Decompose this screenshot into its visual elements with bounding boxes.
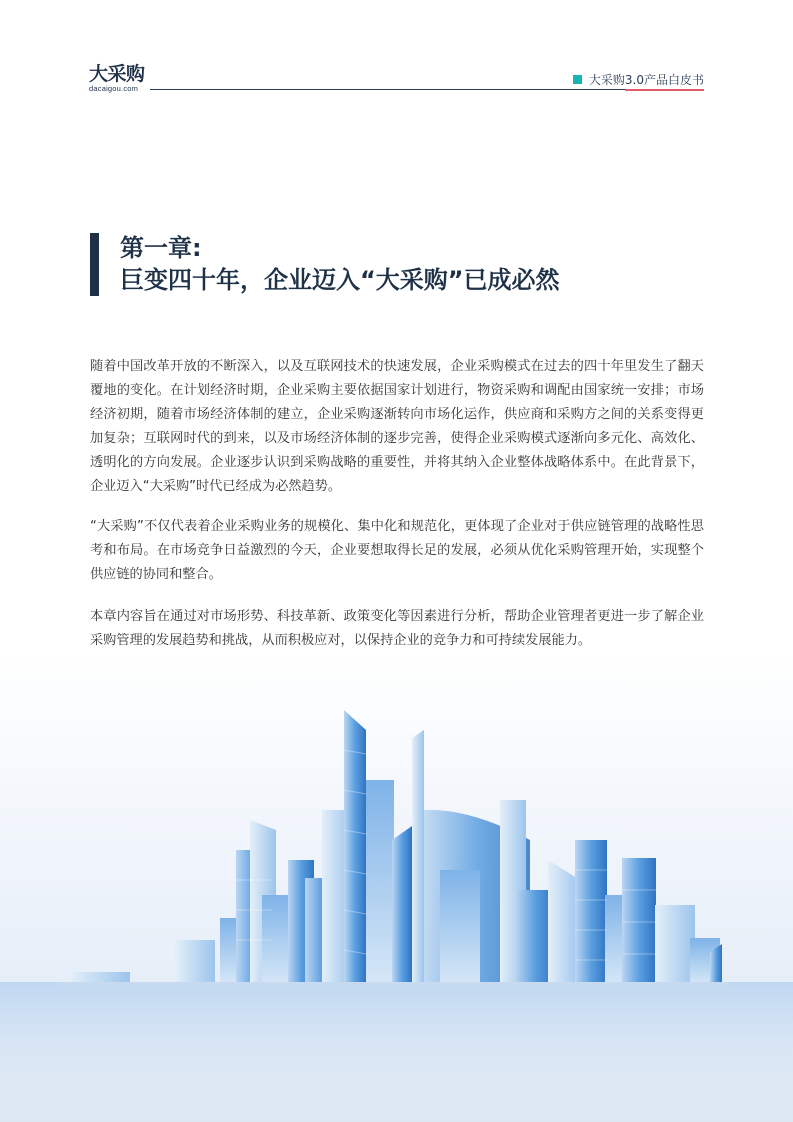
- document-title: 大采购3.0产品白皮书: [588, 73, 704, 87]
- square-bullet-icon: [573, 75, 582, 84]
- city-skyline-illustration: [0, 690, 793, 1122]
- building: [366, 780, 394, 984]
- paragraph-3: 本章内容旨在通过对市场形势、科技革新、政策变化等因素进行分析，帮助企业管理者更进一步了解企业采购管理的发展趋势和挑战，从而积极应对，以保持企业的竞争力和可持续发展能力。: [90, 609, 704, 648]
- header-accent-line: [625, 89, 704, 91]
- building: [175, 940, 215, 984]
- chapter-accent-bar: [90, 233, 99, 296]
- building: [655, 905, 695, 984]
- building: [440, 870, 480, 984]
- building: [392, 826, 412, 984]
- chapter-title: 巨变四十年，企业迈入“大采购”已成必然: [120, 266, 560, 294]
- chapter-label: 第一章:: [120, 234, 202, 262]
- paragraph-2: “大采购”不仅代表着企业采购业务的规模化、集中化和规范化，更体现了企业对于供应链管理的战略性思考和布局。在市场竞争日益激烈的今天，企业要想取得长足的发展，必须从优化采购管理开始，实现整个供应链的协同和整合。: [90, 519, 704, 582]
- logo-text-en: dacaigou.com: [89, 84, 139, 93]
- ground-line: [60, 982, 730, 985]
- header-divider: [150, 89, 704, 90]
- building: [575, 840, 607, 984]
- building: [412, 730, 424, 984]
- document-title-header: [573, 71, 704, 88]
- building: [622, 858, 656, 984]
- brand-logo: [89, 64, 145, 93]
- logo-text-cn: 大采购: [89, 63, 145, 85]
- paragraph-1: 随着中国改革开放的不断深入，以及互联网技术的快速发展，企业采购模式在过去的四十年里发生了翻天覆地的变化。在计划经济时期，企业采购主要依据国家计划进行，物资采购和调配由国家统一安排；市场经济初期，随着市场经济体制的建立，企业采购逐渐转向市场化运作，供应商和采购方之间的关系变得更加复杂；互联网时代的到来，以及市场经济体制的逐步完善，使得企业采购模式逐渐向多元化、高效化、透明化的方向发展。企业逐步认识到采购战略的重要性，并将其纳入企业整体战略体系中。在此背景下，企业迈入“大采购”时代已经成为必然趋势。: [90, 359, 704, 494]
